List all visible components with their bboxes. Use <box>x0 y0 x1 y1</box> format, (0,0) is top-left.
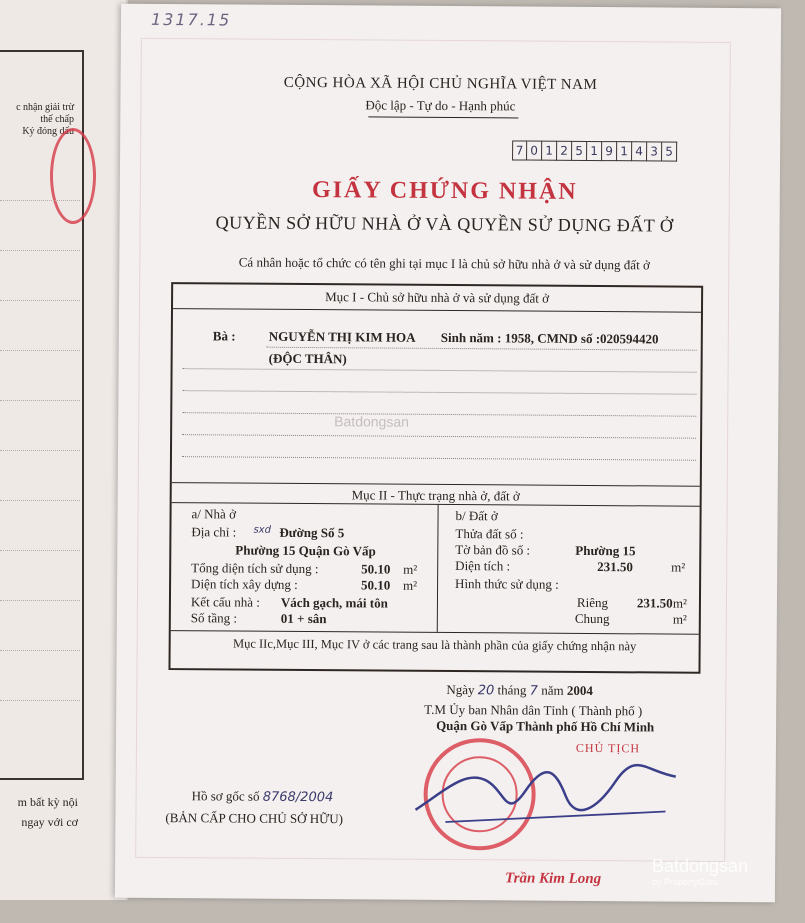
dotted-line <box>0 600 80 601</box>
left-page-stamp <box>50 128 96 224</box>
date-year: 2004 <box>566 682 593 699</box>
address-street: Đường Số 5 <box>279 524 345 541</box>
dotted-line <box>0 250 80 251</box>
watermark-brand: Batdongsan <box>652 856 749 876</box>
intro-text: Cá nhân hoặc tổ chức có tên ghi tại mục I là chủ sở hữu nhà ở và sử dụng đất ở <box>238 254 650 273</box>
structure-label: Kết cấu nhà : <box>190 594 260 610</box>
date-day: 20 <box>477 683 495 699</box>
serial-digit: 2 <box>557 141 572 161</box>
certificate-table <box>168 282 703 674</box>
serial-number <box>512 140 677 161</box>
dotted-line <box>182 456 696 461</box>
signer-role: CHỦ TỊCH <box>575 740 641 756</box>
shared-label: Chung <box>574 610 610 627</box>
certificate-title: GIẤY CHỨNG NHẬN <box>311 177 578 205</box>
dossier-label: Hồ sơ gốc số <box>191 788 260 804</box>
built-area-label: Diện tích xây dựng : <box>191 576 298 592</box>
dotted-line <box>0 200 80 201</box>
date-year-label: năm <box>541 682 564 698</box>
floors-label: Số tầng : <box>190 610 238 626</box>
handwritten-number: 1317.15 <box>150 9 232 30</box>
dotted-line <box>267 347 697 351</box>
total-area-value: 50.10 <box>361 561 391 577</box>
section1-heading: Mục I - Chủ sở hữu nhà ở và sử dụng đất ở <box>325 289 550 306</box>
dotted-line <box>182 412 696 417</box>
certificate-page <box>115 4 781 903</box>
private-value: 231.50 <box>636 595 673 611</box>
left-footer-line: ngay với cơ <box>21 815 78 829</box>
serial-digit: 5 <box>572 141 587 161</box>
land-area-unit: m² <box>671 559 686 575</box>
dotted-line <box>0 350 80 351</box>
total-area-unit: m² <box>403 561 418 577</box>
dotted-line <box>0 450 80 451</box>
serial-digit: 5 <box>662 141 677 161</box>
serial-digit: 7 <box>512 140 527 160</box>
left-page <box>0 0 128 900</box>
dotted-line <box>182 390 696 395</box>
usage-label: Hình thức sử dụng : <box>455 576 559 592</box>
address-number: sxd <box>253 524 271 536</box>
serial-digit: 9 <box>602 141 617 161</box>
shared-unit: m² <box>672 611 687 627</box>
owner-prefix: Bà : <box>212 328 236 344</box>
signature <box>405 750 686 832</box>
built-area-unit: m² <box>403 577 418 593</box>
left-note-line: thế chấp <box>40 114 74 125</box>
floors-value: 01 + sân <box>280 610 327 627</box>
owner-marital: (ĐỘC THÂN) <box>268 350 347 367</box>
watermark-corner <box>652 856 748 887</box>
serial-digit: 1 <box>587 141 602 161</box>
map-value: Phường 15 <box>575 542 636 559</box>
owner-details: Sinh năm : 1958, CMND số :020594420 <box>440 329 659 347</box>
left-page-footer <box>0 792 84 832</box>
certificate-subtitle: QUYỀN SỞ HỮU NHÀ Ở VÀ QUYỀN SỬ DỤNG ĐẤT Ở <box>215 212 674 236</box>
serial-digit: 4 <box>632 141 647 161</box>
dotted-line <box>0 300 80 301</box>
watermark-sub: by PropertyGuru <box>652 877 719 887</box>
serial-digit: 1 <box>542 141 557 161</box>
serial-digit: 1 <box>617 141 632 161</box>
watermark-center: Batdongsan <box>334 413 410 430</box>
serial-digit: 3 <box>647 141 662 161</box>
dotted-line <box>0 650 80 651</box>
map-label: Tờ bản đồ số : <box>455 542 531 558</box>
republic-heading: CỘNG HÒA XÃ HỘI CHỦ NGHĨA VIỆT NAM <box>283 74 598 94</box>
house-label: a/ Nhà ở <box>191 506 237 522</box>
left-footer-line: m bất kỳ nội <box>17 795 78 809</box>
authority-line: T.M Ủy ban Nhân dân Tỉnh ( Thành phố ) <box>424 701 643 719</box>
national-motto: Độc lập - Tự do - Hạnh phúc <box>365 97 516 114</box>
date-day-label: Ngày <box>446 681 475 698</box>
private-unit: m² <box>672 595 688 611</box>
total-area-label: Tổng diện tích sử dụng : <box>191 560 319 577</box>
private-label: Riêng <box>576 594 609 611</box>
date-month: 7 <box>529 683 539 699</box>
date-month-label: tháng <box>497 682 527 698</box>
structure-value: Vách gạch, mái tôn <box>280 594 388 611</box>
owner-copy-note: (BẢN CẤP CHO CHỦ SỞ HỮU) <box>165 810 344 827</box>
dotted-line <box>0 500 80 501</box>
authority-district: Quận Gò Vấp Thành phố Hồ Chí Minh <box>436 717 655 735</box>
serial-digit: 0 <box>527 141 542 161</box>
dotted-line <box>0 550 80 551</box>
column-divider <box>437 504 439 632</box>
built-area-value: 50.10 <box>361 577 391 593</box>
table-divider <box>173 308 701 313</box>
dotted-line <box>0 400 80 401</box>
signer-name: Trần Kim Long <box>504 870 602 888</box>
table-footer-note: Mục IIc,Mục III, Mục IV ở các trang sau là thành phần của giấy chứng nhận này <box>232 636 637 654</box>
dotted-line <box>182 434 696 439</box>
section2-heading: Mục II - Thực trạng nhà ở, đất ở <box>351 487 520 504</box>
dossier-number <box>192 788 334 805</box>
plot-label: Thửa đất số : <box>455 526 524 542</box>
dossier-value: 8768/2004 <box>262 789 334 806</box>
dotted-line <box>0 700 80 701</box>
left-note-line: c nhận giải trừ <box>16 102 74 113</box>
owner-name: NGUYỄN THỊ KIM HOA <box>268 328 416 345</box>
table-divider <box>171 630 699 635</box>
left-note-line: Ký đóng dấu <box>22 126 74 137</box>
address-ward: Phường 15 Quận Gò Vấp <box>235 542 376 559</box>
address-label: Địa chỉ : <box>191 524 237 540</box>
issue-date <box>446 682 593 699</box>
land-area-label: Diện tích : <box>455 558 511 574</box>
land-label: b/ Đất ở <box>455 508 498 524</box>
land-area-value: 231.50 <box>597 559 634 575</box>
dotted-line <box>183 368 697 373</box>
